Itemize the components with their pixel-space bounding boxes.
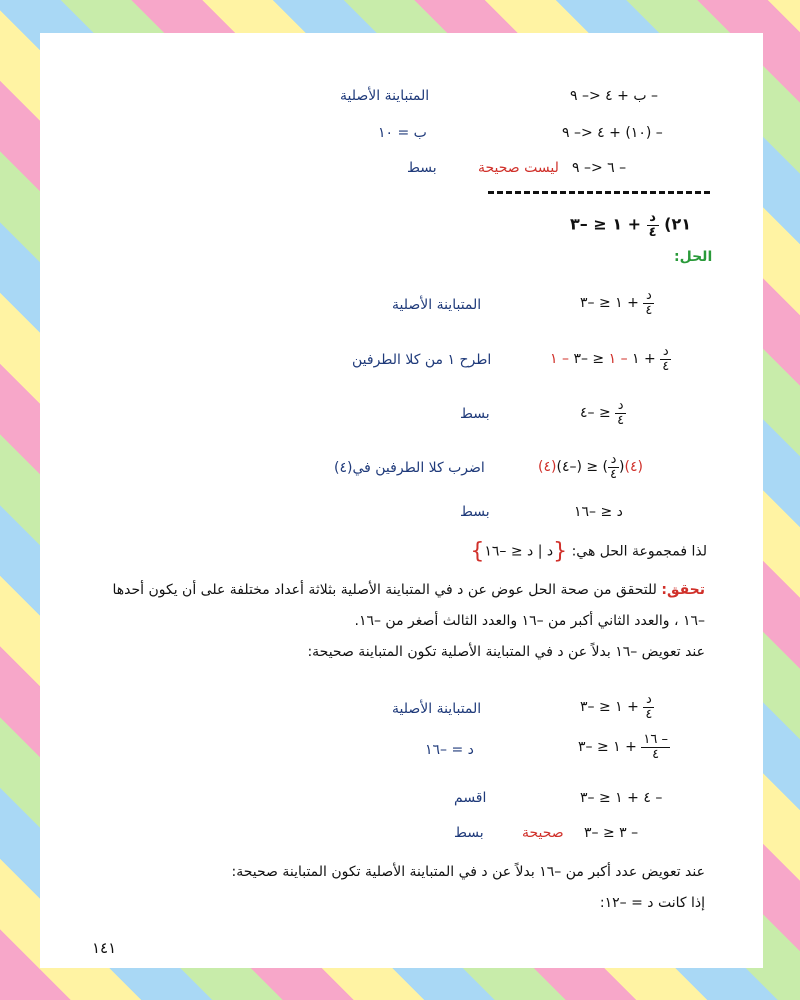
math-line: – ٦ <– ٩	[572, 160, 627, 176]
check-step-label: بسط	[454, 825, 484, 841]
step-math: د ≤ –١٦	[574, 504, 623, 520]
check-step-label: المتباينة الأصلية	[392, 701, 482, 717]
check-step-label: اقسم	[454, 790, 487, 806]
bottom-paragraph: عند تعويض عدد أكبر من –١٦ بدلاً عن د في المتباينة الأصلية تكون المتباينة صحيحة: إذا كانت د = –١٢:	[231, 864, 705, 911]
check-step-math: $\frac{- ١٦}{٤}$ + ١ ≤ –٣	[578, 732, 668, 762]
step-label: بسط	[460, 504, 490, 520]
page	[40, 33, 763, 968]
step-math: $\frac{\text{د}}{٤}$ + ١ ≤ –٣	[580, 288, 653, 318]
step-math: $\frac{\text{د}}{٤}$ + ١ – ١ ≤ –٣ – ١	[550, 344, 670, 374]
solution-set: لذا فمجموعة الحل هي: {د | د ≤ –١٦}	[470, 539, 707, 564]
status-not-true: ليست صحيحة	[478, 160, 559, 176]
solution-label: الحل:	[674, 249, 713, 265]
check-step-math: – ٤ + ١ ≤ –٣	[580, 790, 663, 806]
step-label: اضرب كلا الطرفين في(٤)	[334, 460, 485, 476]
step-label: اطرح ١ من كلا الطرفين	[352, 352, 492, 368]
solution-set-content: د | د ≤ –١٦	[484, 543, 554, 560]
check-step-label: د = –١٦	[425, 742, 474, 758]
check-step-math: – ٣ ≤ –٣	[584, 825, 639, 841]
label-simplify: بسط	[407, 160, 437, 176]
math-line: – ب + ٤ <– ٩	[570, 88, 658, 104]
label-substitution: ب = ١٠	[378, 125, 427, 141]
math-line: – (١٠) + ٤ <– ٩	[562, 125, 663, 141]
status-true: صحيحة	[522, 825, 564, 841]
step-math: (٤)( $\frac{\text{د}}{٤}$ ) ≤ (–٤)(٤)	[538, 452, 643, 482]
problem-rest: + ١ ≤ –٣	[570, 214, 642, 234]
page-number: ١٤١	[92, 939, 117, 957]
fraction: $\frac{\text{د}}{٤}$	[645, 288, 653, 318]
check-label: تحقق:	[661, 582, 705, 598]
problem-21	[570, 211, 691, 239]
fraction: $\frac{\text{د}}{٤}$	[648, 210, 657, 240]
section-divider	[488, 191, 710, 194]
step-label: المتباينة الأصلية	[392, 297, 482, 313]
solution-set-label: لذا فمجموعة الحل هي:	[571, 543, 707, 560]
fraction: $\frac{- ١٦}{٤}$	[643, 732, 668, 762]
step-math: $\frac{\text{د}}{٤}$ ≤ –٤	[580, 398, 625, 428]
check-step-math: $\frac{\text{د}}{٤}$ + ١ ≤ –٣	[580, 692, 653, 722]
check-paragraph: تحقق: للتحقق من صحة الحل عوض عن د في المتباينة الأصلية بثلاثة أعداد مختلفة على أن يكون أحدها –١٦ ، والعدد الثاني أكبر من –١٦ والعدد الثالث أصغر من –١٦. عند تعويض –١٦ بدلاً عن د في المتباينة الأصلية تكون المتباينة صحيحة:	[112, 582, 705, 660]
problem-number: ٢١)	[664, 214, 691, 234]
fraction: $\frac{\text{د}}{٤}$	[617, 398, 625, 428]
label-original-inequality: المتباينة الأصلية	[340, 88, 430, 104]
step-label: بسط	[460, 406, 490, 422]
fraction: $\frac{\text{د}}{٤}$	[645, 692, 653, 722]
fraction: $\frac{\text{د}}{٤}$	[610, 452, 618, 482]
fraction: $\frac{\text{د}}{٤}$	[662, 344, 670, 374]
